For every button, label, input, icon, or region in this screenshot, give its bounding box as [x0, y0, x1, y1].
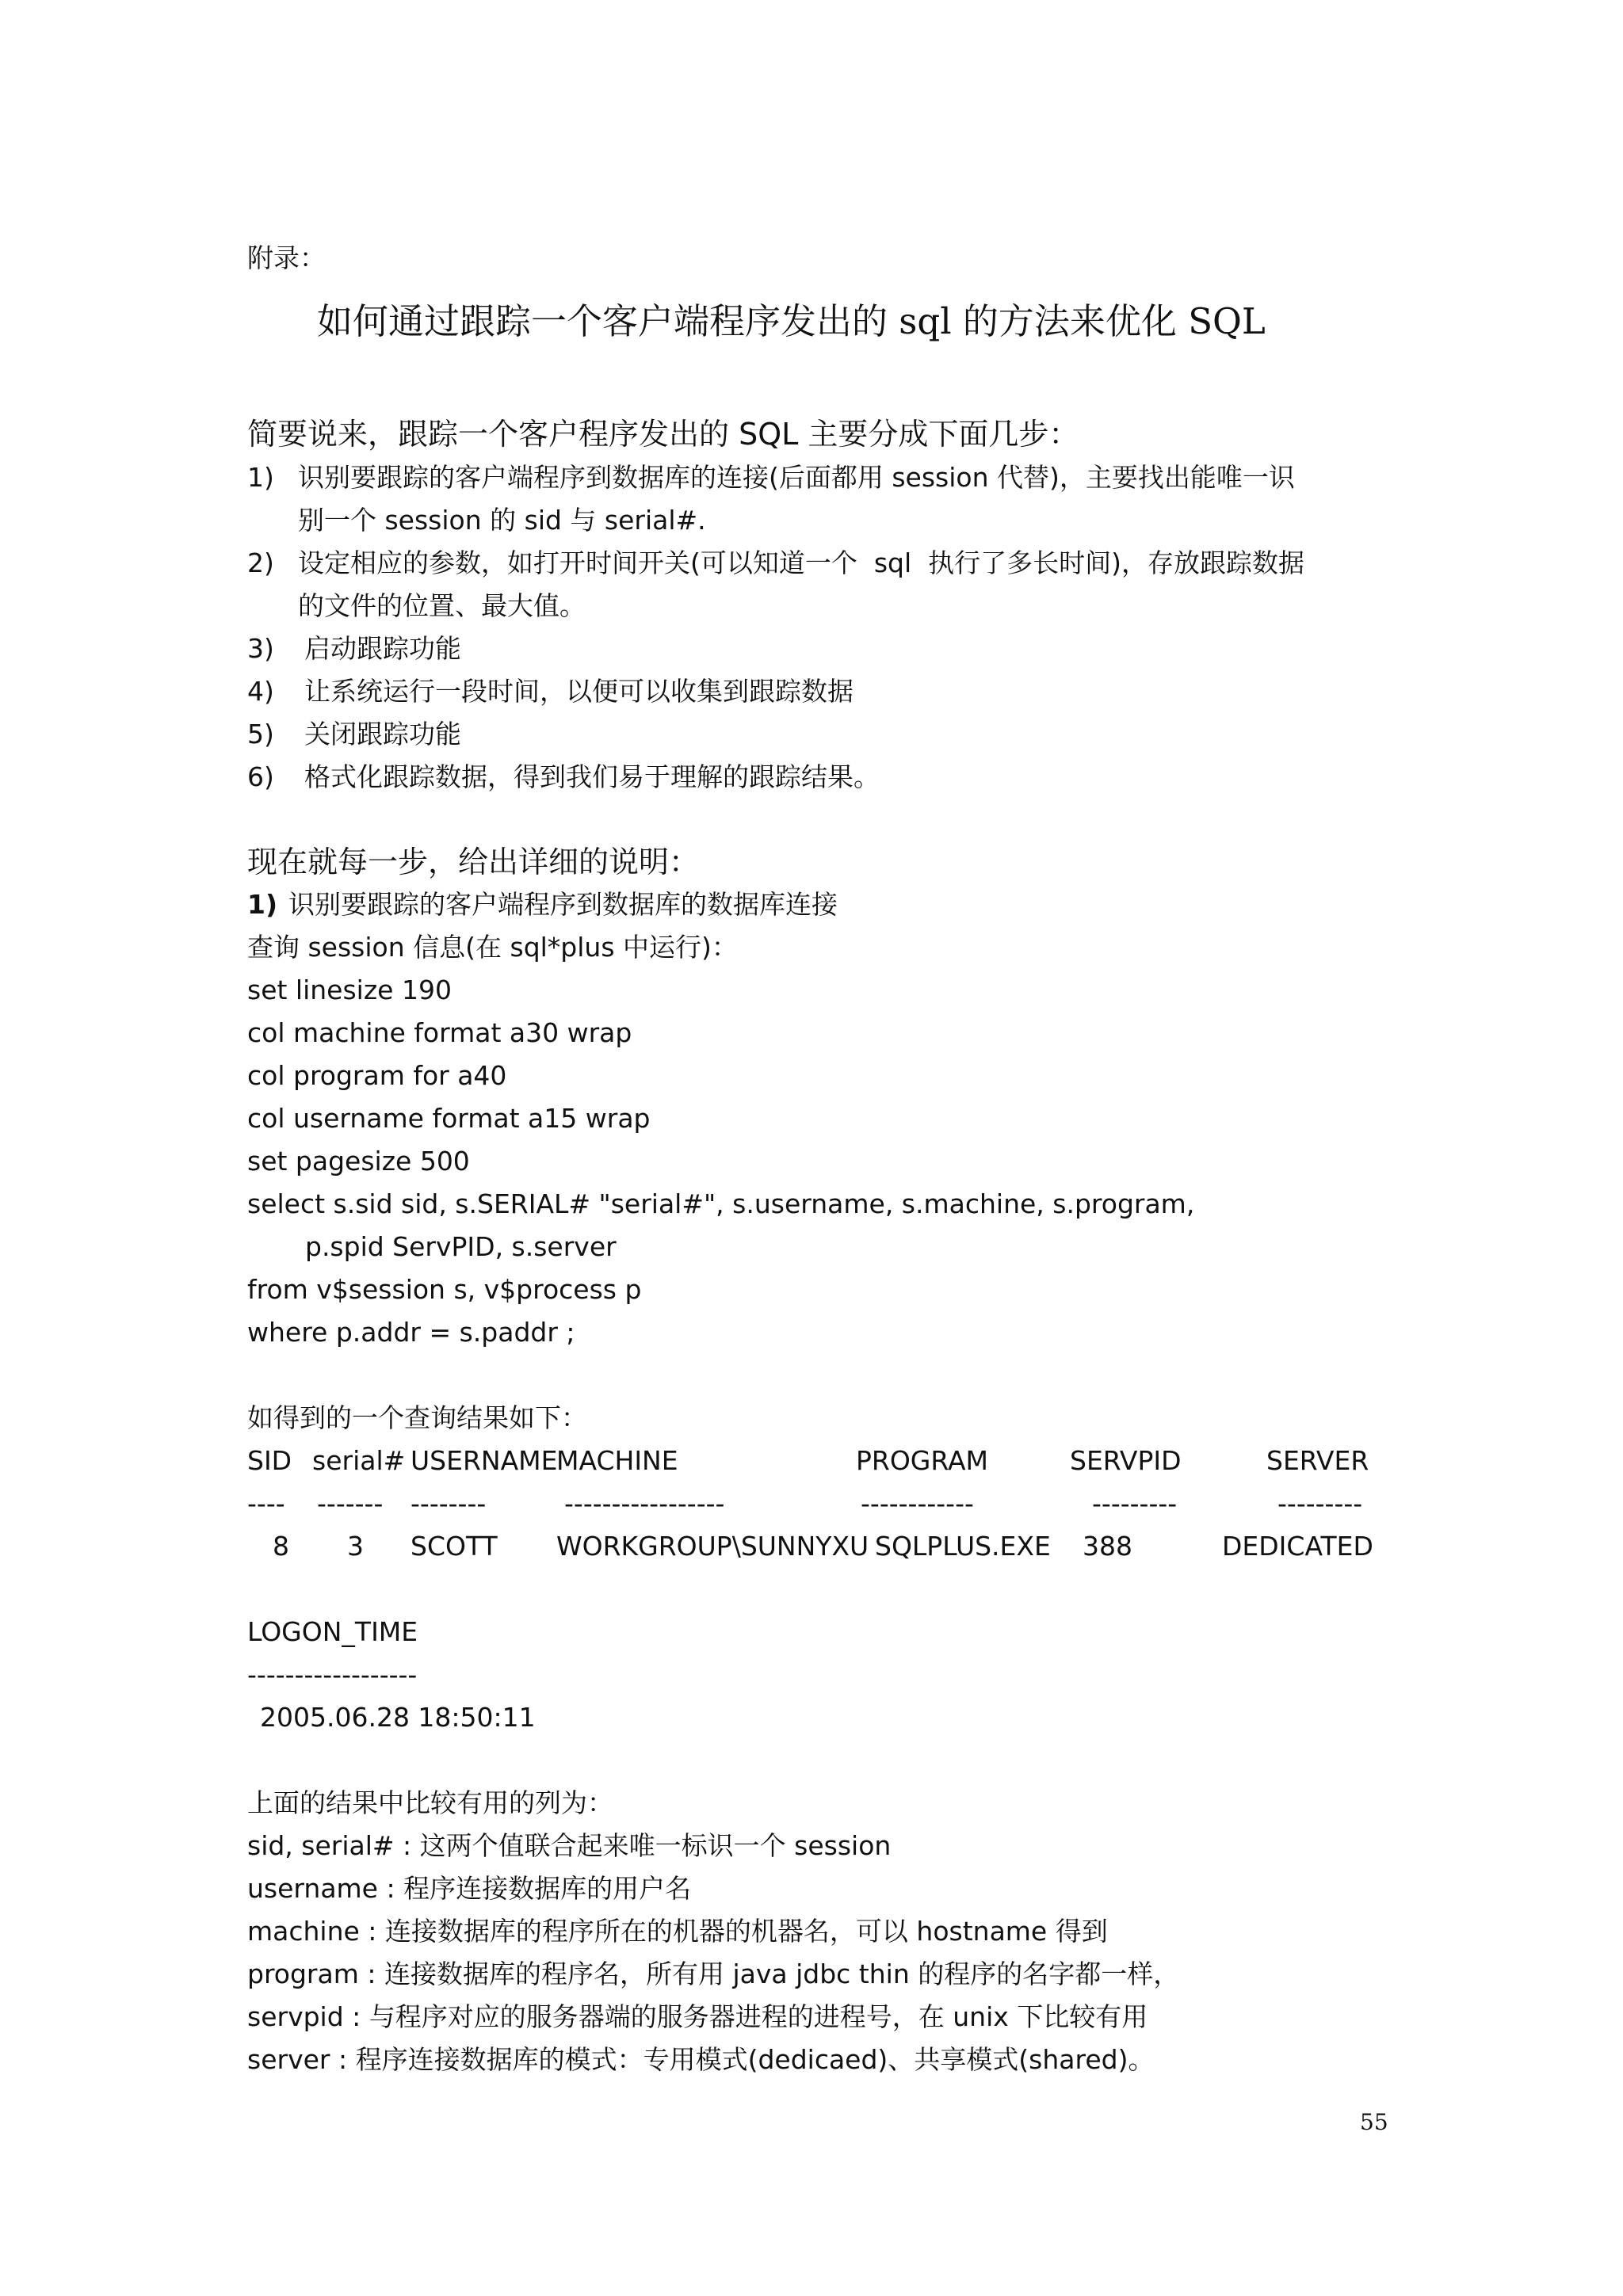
result-intro: 如得到的一个查询结果如下：: [247, 1402, 587, 1433]
col-header-sid: SID: [247, 1445, 292, 1476]
column-name: sid, serial# :: [247, 1830, 412, 1861]
cell-username: SCOTT: [411, 1531, 498, 1562]
col-separator: --------: [411, 1488, 487, 1519]
cell-servpid: 388: [1083, 1531, 1132, 1562]
step-text: 关闭跟踪功能: [304, 719, 461, 749]
step-number: 4): [247, 676, 274, 707]
col-separator: ----: [247, 1488, 285, 1519]
cell-machine: WORKGROUP\SUNNYXU: [556, 1531, 869, 1562]
column-description: [247, 1916, 1108, 1947]
cell-program: SQLPLUS.EXE: [875, 1531, 1051, 1562]
step-number: 2): [247, 547, 274, 578]
sql-line: where p.addr = s.paddr ;: [247, 1317, 575, 1348]
intro-heading: 简要说来，跟踪一个客户程序发出的 SQL 主要分成下面几步：: [247, 417, 1079, 452]
col-separator: ---------: [1277, 1488, 1363, 1519]
column-desc: 程序连接数据库的模式：专用模式(dedicaed)、共享模式(shared)。: [355, 2044, 1155, 2075]
sql-line: col program for a40: [247, 1060, 507, 1091]
cell-serial: 3: [347, 1531, 364, 1562]
column-description: [247, 2044, 1154, 2076]
step-number: 5): [247, 719, 274, 749]
column-desc: 这两个值联合起来唯一标识一个 session: [419, 1830, 892, 1861]
step-text: 启动跟踪功能: [304, 633, 461, 664]
logon-time-header: LOGON_TIME: [247, 1616, 418, 1647]
col-header-server: SERVER: [1266, 1445, 1369, 1476]
col-header-serial: serial#: [312, 1445, 406, 1476]
col-header-servpid: SERVPID: [1070, 1445, 1182, 1476]
step-number: 1): [247, 462, 274, 493]
step-text: 识别要跟踪的客户端程序到数据库的连接(后面都用 session 代替)，主要找出能唯一识: [298, 462, 1295, 493]
column-description: [247, 2001, 1148, 2033]
col-header-username: USERNAME: [411, 1445, 558, 1476]
column-description: [247, 1958, 1179, 1990]
step-text: 设定相应的参数，如打开时间开关(可以知道一个 sql 执行了多长时间)，存放跟踪数据: [298, 547, 1305, 578]
step-text-cont: 别一个 session 的 sid 与 serial#.: [298, 505, 706, 536]
query-intro: 查询 session 信息(在 sql*plus 中运行)：: [247, 932, 738, 963]
document-title: 如何通过跟踪一个客户端程序发出的 sql 的方法来优化 SQL: [317, 300, 1266, 342]
sql-line: select s.sid sid, s.SERIAL# "serial#", s.username, s.machine, s.program,: [247, 1188, 1195, 1219]
column-name: program :: [247, 1958, 376, 1989]
column-name: servpid :: [247, 2001, 361, 2032]
cell-sid: 8: [273, 1531, 289, 1562]
col-separator: ---------: [1092, 1488, 1178, 1519]
step1-heading-number: 1): [247, 889, 278, 920]
logon-time-value: 2005.06.28 18:50:11: [260, 1702, 536, 1733]
sql-line-indented: p.spid ServPID, s.server: [305, 1231, 617, 1262]
sql-line: col username format a15 wrap: [247, 1103, 651, 1134]
col-separator: -------: [317, 1488, 384, 1519]
col-header-machine: MACHINE: [556, 1445, 678, 1476]
logon-time-separator: ------------------: [247, 1659, 418, 1690]
step-number: 6): [247, 761, 274, 792]
sql-line: set pagesize 500: [247, 1146, 470, 1177]
column-desc: 与程序对应的服务器端的服务器进程的进程号，在 unix 下比较有用: [369, 2001, 1148, 2032]
page-number: 55: [1360, 2109, 1388, 2135]
column-name: machine :: [247, 1916, 377, 1947]
column-name: server :: [247, 2044, 348, 2075]
col-separator: -----------------: [564, 1488, 725, 1519]
column-desc: 连接数据库的程序名，所有用 java jdbc thin 的程序的名字都一样，: [384, 1958, 1180, 1989]
column-desc: 连接数据库的程序所在的机器的机器名，可以 hostname 得到: [384, 1916, 1108, 1947]
step-text: 格式化跟踪数据，得到我们易于理解的跟踪结果。: [304, 761, 880, 792]
step-text-cont: 的文件的位置、最大值。: [298, 590, 586, 621]
col-header-program: PROGRAM: [856, 1445, 989, 1476]
sql-line: col machine format a30 wrap: [247, 1017, 632, 1048]
step-text: 让系统运行一段时间，以便可以收集到跟踪数据: [304, 676, 854, 707]
useful-columns-intro: 上面的结果中比较有用的列为：: [247, 1787, 613, 1818]
step-number: 3): [247, 633, 274, 664]
appendix-label: 附录：: [247, 242, 326, 273]
col-separator: ------------: [861, 1488, 974, 1519]
column-description: [247, 1830, 891, 1862]
detail-heading: 现在就每一步，给出详细的说明：: [247, 845, 700, 879]
sql-line: from v$session s, v$process p: [247, 1274, 642, 1305]
column-desc: 程序连接数据库的用户名: [403, 1873, 692, 1904]
column-description: [247, 1873, 691, 1905]
column-name: username :: [247, 1873, 395, 1904]
sql-line: set linesize 190: [247, 974, 452, 1005]
cell-server: DEDICATED: [1222, 1531, 1373, 1562]
step1-heading: 识别要跟踪的客户端程序到数据库的数据库连接: [288, 889, 838, 920]
